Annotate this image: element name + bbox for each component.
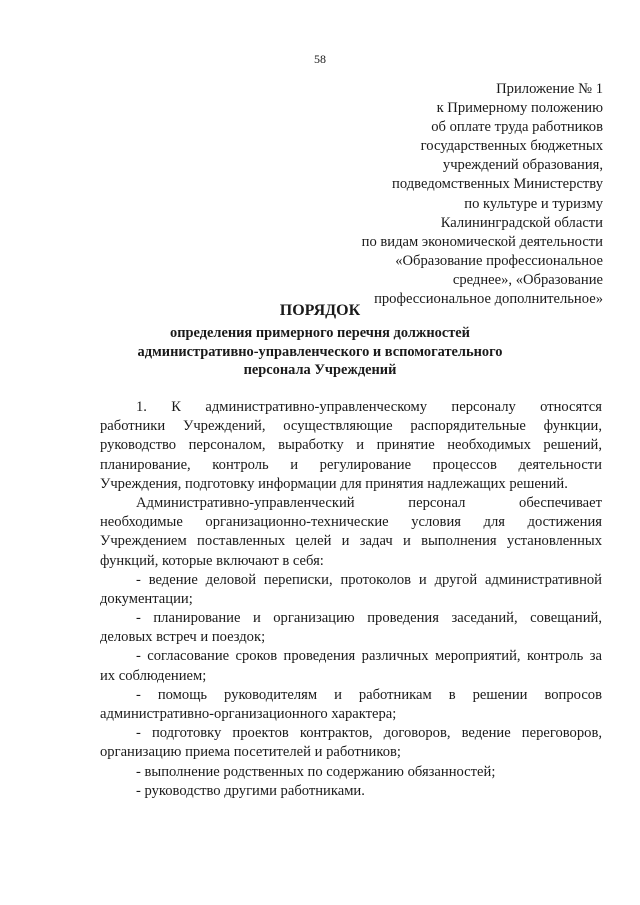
body-line: работники Учреждений, осуществляющие распорядительные функции, [100,418,602,435]
body-line: организацию приема посетителей и работников; [100,744,401,761]
appendix-line: по видам экономической деятельности [361,233,603,250]
body-line: деловых встреч и поездок; [100,629,266,646]
body-line: Учреждения, подготовку информации для принятия надлежащих решений. [100,475,568,492]
body-line: - планирование и организацию проведения заседаний, совещаний, [136,610,602,627]
body-line: - помощь руководителям и работникам в решении вопросов [136,686,602,703]
appendix-line: по культуре и туризму [464,195,603,212]
body-line: руководство персоналом, выработку и принятие необходимых решений, [100,437,602,454]
body-line: - согласование сроков проведения различных мероприятий, контроль за [136,648,602,665]
page-number: 58 [314,52,326,66]
appendix-header [273,80,603,309]
document-body [100,398,602,801]
subtitle-line: определения примерного перечня должностей [170,325,470,341]
appendix-line: учреждений образования, [442,157,603,174]
appendix-line: государственных бюджетных [420,138,603,155]
body-line: их соблюдением; [100,667,207,684]
body-line: - руководство другими работниками. [136,782,365,799]
body-line: Административно-управленческий персонал обеспечивает [136,494,602,511]
body-line: 1. К административно-управленческому персоналу относятся [136,399,602,415]
body-line: - выполнение родственных по содержанию обязанностей; [136,763,496,780]
body-line: Учреждением поставленных целей и задач и выполнения установленных [100,533,602,550]
appendix-line: профессиональное дополнительное» [374,291,603,308]
appendix-line: об оплате труда работников [431,119,603,136]
appendix-line: Калининградской области [440,214,603,231]
body-line: административно-организационного характера; [100,706,397,722]
document-subtitle [0,324,640,380]
appendix-line: среднее», «Образование [452,271,603,288]
appendix-line: «Образование профессиональное [395,252,603,269]
subtitle-line: административно-управленческого и вспомогательного [137,343,503,360]
document-title: ПОРЯДОК [279,302,361,319]
appendix-line: подведомственных Министерству [392,176,603,193]
body-line: необходимые организационно-технические условия для достижения [100,514,602,531]
subtitle-line: персонала Учреждений [243,362,397,378]
body-line: документации; [100,590,193,607]
body-line: функций, которые включают в себя: [100,552,324,569]
body-line: - ведение деловой переписки, протоколов и другой административной [136,571,602,588]
appendix-line: Приложение № 1 [496,81,603,97]
body-line: планирование, контроль и регулирование процессов деятельности [100,456,602,473]
body-line: - подготовку проектов контрактов, договоров, ведение переговоров, [136,725,602,742]
appendix-line: к Примерному положению [436,100,603,117]
